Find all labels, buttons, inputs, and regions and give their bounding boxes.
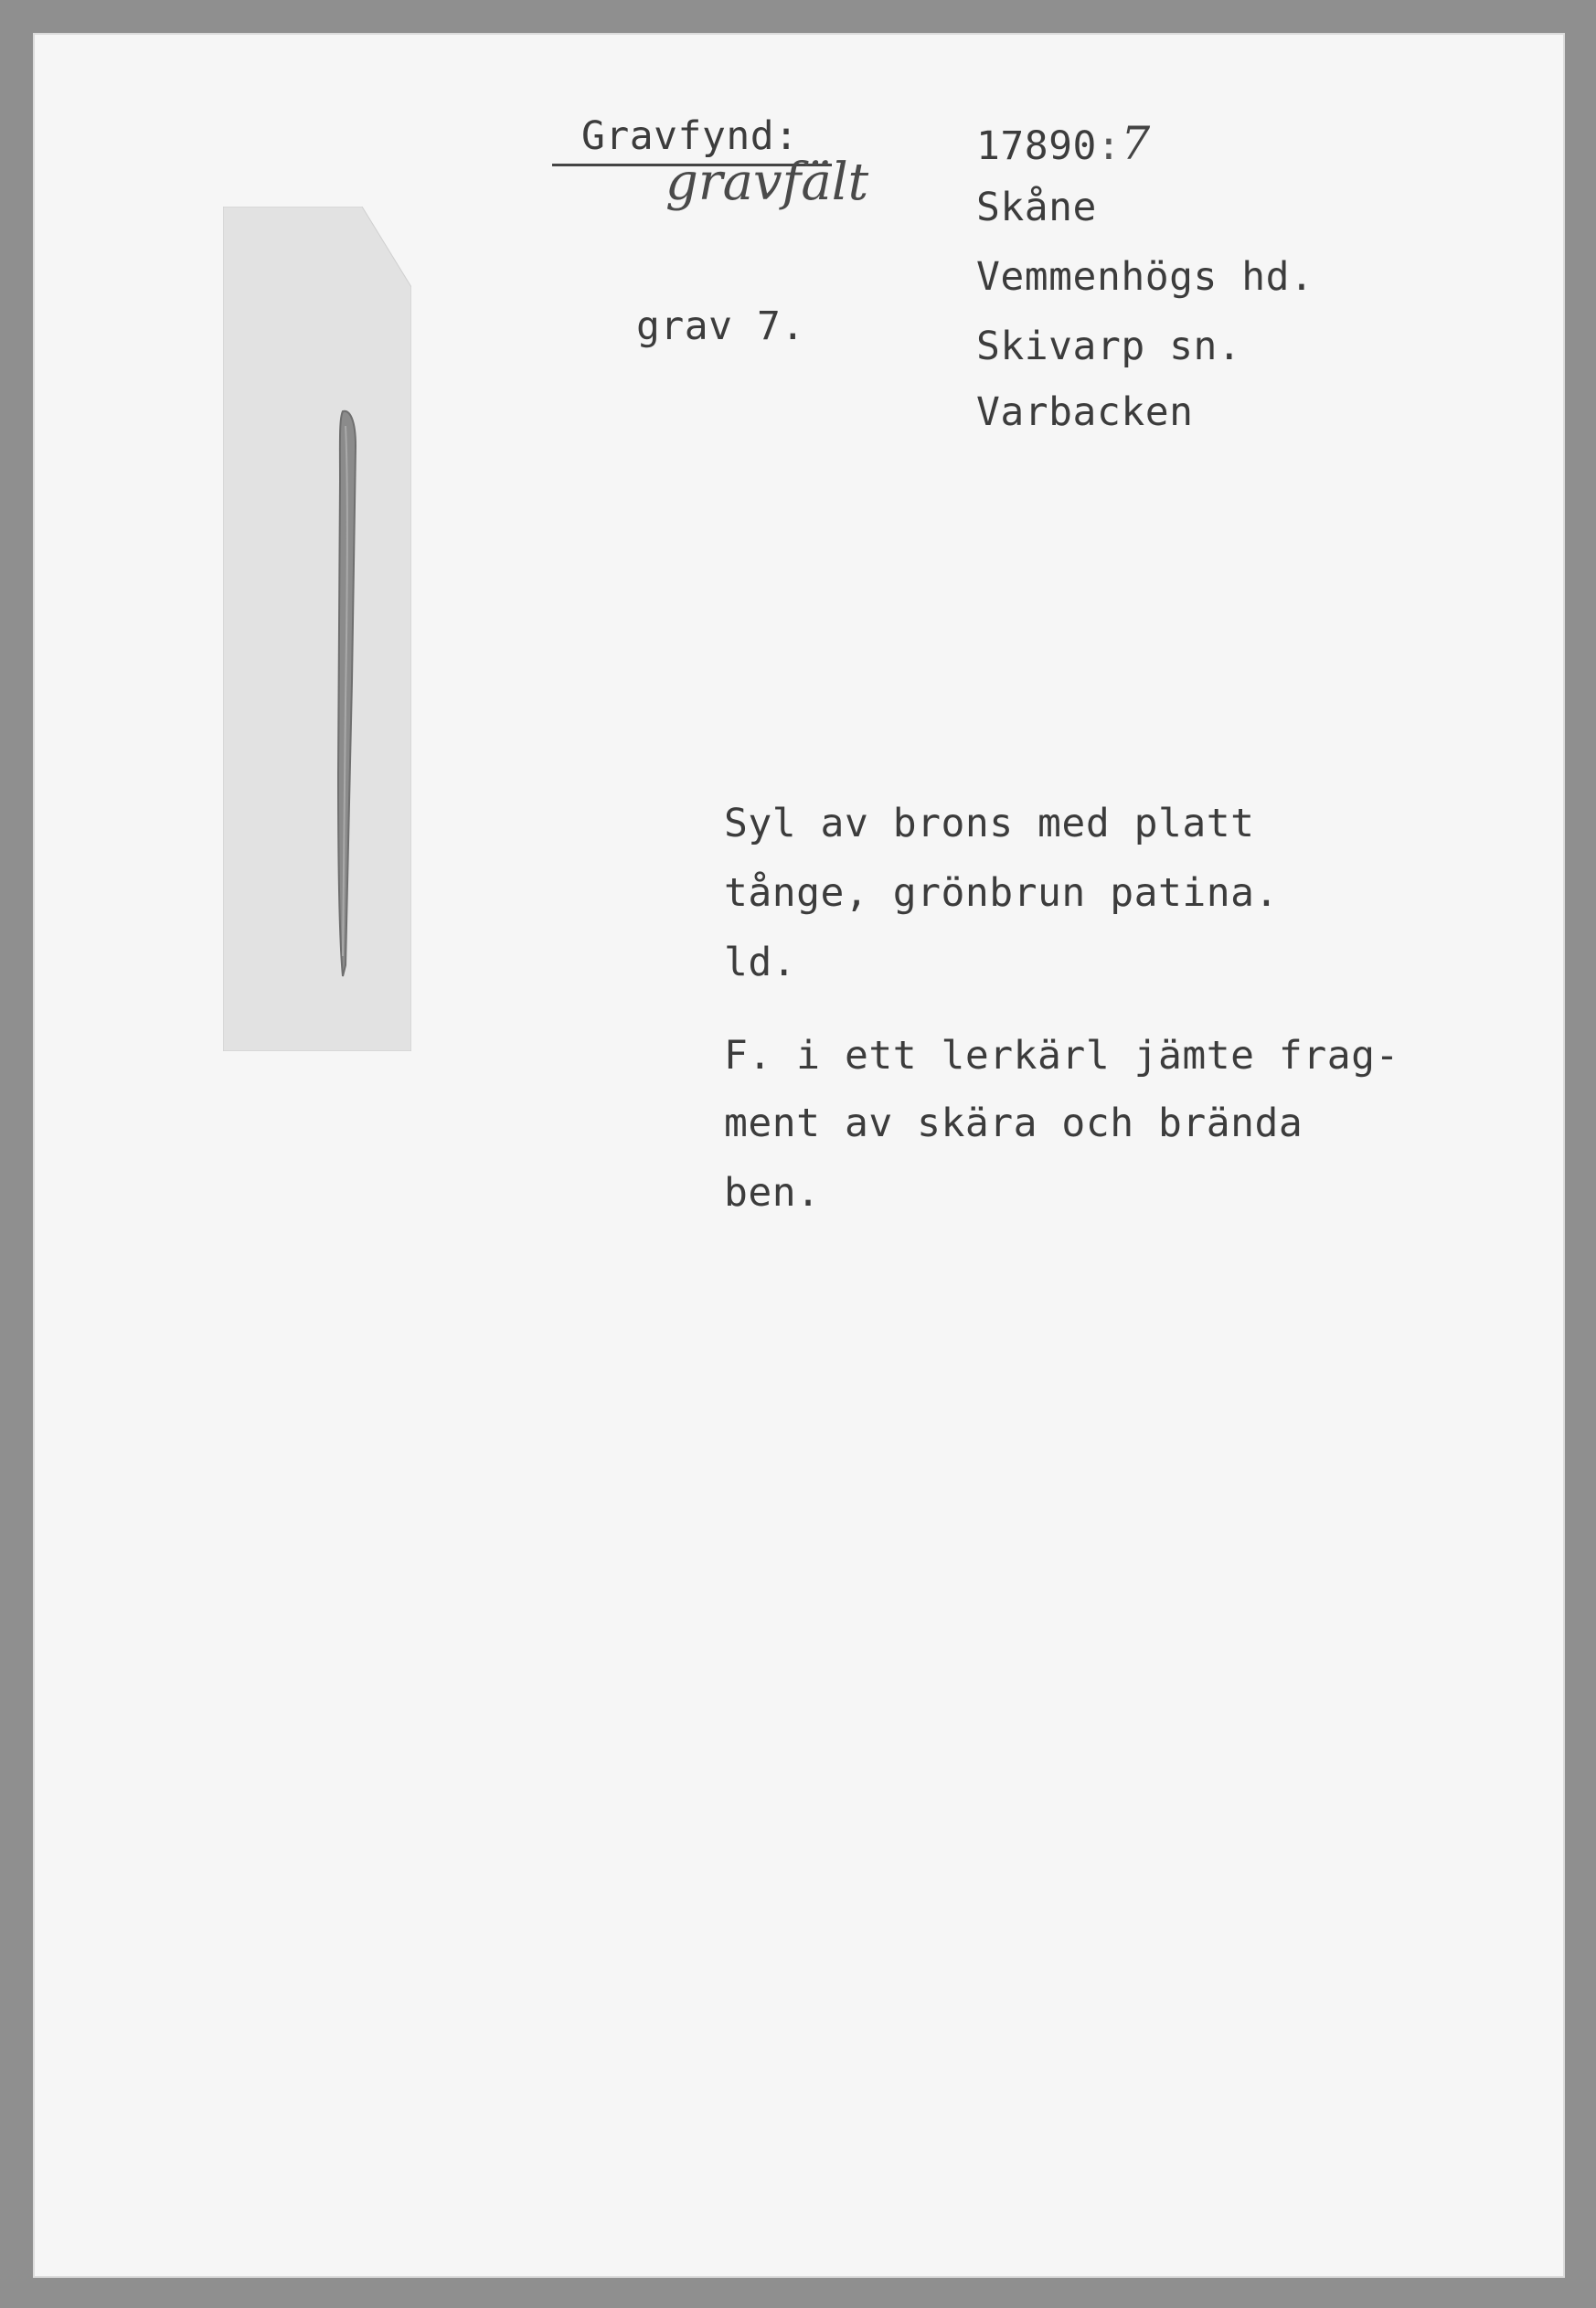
grave-number: grav 7. xyxy=(636,303,805,349)
category-handwritten: gravfält xyxy=(665,153,869,212)
find-note-line-1: F. i ett lerkärl jämte frag- xyxy=(724,1033,1399,1079)
description-line-3: ld. xyxy=(724,940,797,985)
catalog-suffix: 7 xyxy=(1121,117,1151,170)
catalog-number-value: 17890 xyxy=(976,123,1097,169)
catalog-number: 17890:7 xyxy=(976,117,1151,170)
province: Skåne xyxy=(976,185,1097,230)
find-note-line-2: ment av skära och brända xyxy=(724,1101,1303,1146)
district: Vemmenhögs hd. xyxy=(976,254,1314,300)
description-line-2: tånge, grönbrun patina. xyxy=(724,870,1279,916)
parish: Skivarp sn. xyxy=(976,324,1242,369)
category-typed: Gravfynd: xyxy=(581,113,799,159)
description-line-1: Syl av brons med platt xyxy=(724,801,1255,846)
find-note-line-3: ben. xyxy=(724,1170,821,1216)
photo-paper xyxy=(223,207,411,1051)
site: Varbacken xyxy=(976,389,1194,435)
artifact-photo xyxy=(223,207,411,1051)
